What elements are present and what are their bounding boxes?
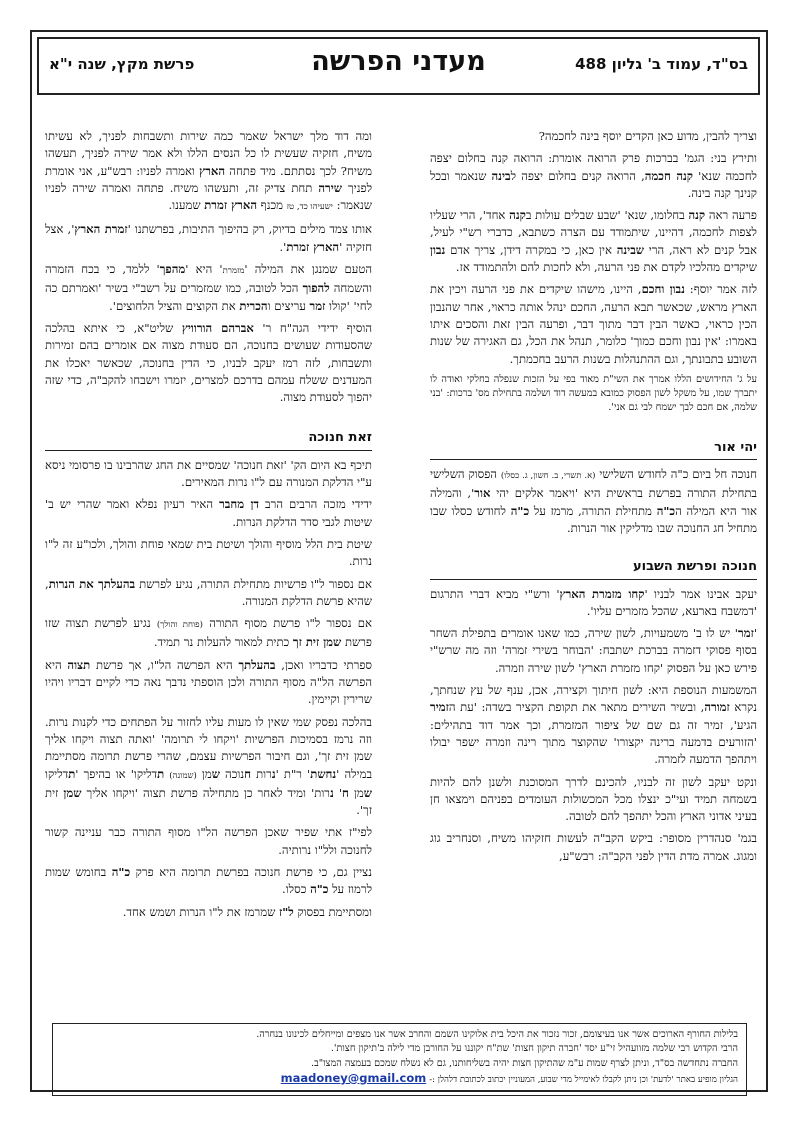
paragraph: נציין גם, כי פרשת חנוכה בפרשת תרומה היא פרק כ"ה בחומש שמות לרמוז על כ"ה כסלו. <box>45 864 372 897</box>
paragraph: הוסיף ידידי הגה"ח ר' אברהם הורוויץ שליט"א, כי איתא בהלכה שהסעודות שעושים בחנוכה, הם סעודת מצוה אם אומרים בהם זמירות ותשבחות, לזה רמז יעקב לבניו, כי הדין בחנוכה, שכאשר יאכלו את המעדנים ששלח עמהם בדרכם למצרים, יזמרו וישבחו להקב"ה, כדי שזה יהפוך לסעודת מצוה. <box>45 320 373 405</box>
paragraph: לפי"ז אתי שפיר שאכן הפרשה הל"ו מסוף התורה כבר עניינה קשור לחנוכה ולל"ו נרותיה. <box>45 825 372 857</box>
paragraph: המשמעות הנוספת היא: לשון חיתוך וקצירה, אכן, ענף של עץ שנחתך, נקרא זמורה, ובשיר השירים מתאר את תקופת הקציר בשדה: 'עת הזמיר הגיע', זמיר זה גם שם של ציפור המזמרת, וכך אמר דוד בתהילים: 'הזורעים בדמעה ברינה יקצורו' שהקוצר מתוך רינה וזמרה ישפר יבולו ויתהפך הדמעה לזמרה. <box>430 683 757 767</box>
paragraph: ומסתיימת בפסוק ל"ז שמרמז את ל"ו הנרות ושמש אחד. <box>122 904 372 919</box>
paragraph: הטעם שמנגן את המילה 'מזמרת' היא 'מהפך' ללמד, כי בכח הזמרה והשמחה להפוך הכל לטובה, כמו שמזמרים על רשב"י בשיר 'ואמרתם כה לחי' 'קולו זמר עריצים והכרית את הקוצים והציל הלחוצים'. <box>45 262 372 313</box>
paragraph: 'זמר' יש לו ב' משמעויות, לשון שירה, כמו שאנו אומרים בתפילת השחר בסוף פסוקי דזמרה בברכת ישתבח: 'הבוחר בשירי זמרה' וזה מה שרש"י פירש כאן על הפסוק 'קחו מזמרת הארץ' לשון שירה וזמרה. <box>430 626 757 675</box>
footer-box <box>52 1023 747 1096</box>
paragraph: בהלכה נפסק שמי שאין לו מעות עליו לחזור על הפתחים כדי לקנות נרות. וזה נרמז בסמיכות הפרשיות 'ויקחו לי תרומה' 'ואתה תצוה ויקחו אליך שמן זית זך', וגם חיבור הפרשיות עצמם, שהרי פרשת תרומה מסתיימת במילה 'נחשת' ר"ת 'נרות חנוכה שמן (שמונה) תדליקו' או בהיפך 'תדליקו שמן ח' נרות' ומיד לאחר כן מתחילה פרשת תצוה 'ויקחו אליך שמן זית זך'. <box>45 714 373 818</box>
left-column <box>45 128 372 926</box>
parsha-info: פרשת מקץ, שנה י"א <box>49 55 195 73</box>
paragraph: לזה אמר יוסף: נבון וחכם, היינו, מישהו שיקדים את פני הרעה ויכין את הארץ מראש, שכאשר תבא הרעה, החכם ינהל אותה כראוי, אחר שהנבון הכין כראוי, כאשר הבין דבר מתוך דבר, ופרעה הבין זאת והסכים איתו באמרו: 'אין נבון וחכם כמוך' כלומר, תנהל את הכל, גם האגירה של שנות השובע בתבונתך, וגם ההתנהלות בשנות הרעב בחכמתך. <box>430 282 758 366</box>
paragraph: אם נספור ל"ו פרשיות מתחילת התורה, נגיע לפרשת בהעלתך את הנרות, שהיא פרשת הדלקת המנורה. <box>45 576 372 608</box>
footer-contact-text: הגליון מופיע באתר 'לדעת' וכן ניתן לקבלו לאימייל מדי שבוע, המעוניין יכתוב לכתובת דלהלן :- <box>429 1074 738 1085</box>
paragraph: אותו צמד מילים בדיוק, רק בהיפוך התיבות, בפרשתנו 'זמרת הארץ', אצל חזקיה 'הארץ זמרת'. <box>45 222 372 254</box>
paragraph: פרעה ראה קנה בחלומו, שנא' 'שבע שבלים עולות בקנה אחד', הרי שעליו לצפות לחכמה, דהיינו, שיתמודד עם הצרה כשתבא, כדברי רש"י לעיל, אבל קנים לא ראה, הרי שבינה אין כאן, כי במקרה דידן, צריך אדם נבון שיקדים מהלכיו לקדם את פני הרעה, ולא לחכות להם ולהתמודד אז. <box>430 208 757 275</box>
paragraph: ספרתי כדבריו ואכן, בהעלתך היא הפרשה הל"ו, אך פרשת תצוה היא הפרשה הל"ה מסוף התורה ולכן הוספתי נדבך נאה כדי לקיים דבריו ויהיו שרירין וקיימין. <box>45 657 372 707</box>
section-heading-chanuka-parsha: חנוכה ופרשת השבוע <box>430 558 757 579</box>
footer-line: בלילות החורף הארוכים אשר אנו בעיצומם, זכור נזכור את היכל בית אלוקינו השמם והחרב אשר אנו מצפים ומייחלים לכינונו בנחרה. <box>256 1029 738 1040</box>
section-heading-yehi-or: יהי אור <box>430 439 757 460</box>
page-header <box>37 37 760 95</box>
issue-info: בס"ד, עמוד ב' גליון 488 <box>575 55 748 73</box>
paragraph: ונקט יעקב לשון זה לבניו, להכינם לדרך המסוכנת ולשנן להם להיות בשמחה תמיד ועי"כ ינצלו מכל המכשולות העומדים בפניהם וימצאו חן בעיני אדוני הארץ והכל יתהפך להם לטובה. <box>430 774 757 824</box>
paragraph: יעקב אבינו אמר לבניו 'קחו מזמרת הארץ' ורש"י מביא דברי התרגום 'דמשבח בארעא, שהכל מזמרים עליו'. <box>430 586 757 618</box>
paragraph: ידידי מזכה הרבים הרב דן מחבר האיר רעיון נפלא ואמר שהרי יש ב' שיטות לגבי סדר הדלקת הנרות. <box>45 497 372 529</box>
publication-title: מעדני הפרשה <box>311 46 486 77</box>
paragraph: חנוכה חל ביום כ"ה לחודש השלישי (א. תשרי, ב. חשון, ג. כסלו) הפסוק השלישי בתחילת התורה בפרשת בראשית היא 'ויאמר אלקים יהי אור', והמילה אור היא המילה הכ"ה מתחילת התורה, מרמז על כ"ה לחודש כסלו שבו מתחיל חג החנוכה שבו מדליקין אור הנרות. <box>430 467 758 535</box>
paragraph: בגמ' סנהדרין מסופר: ביקש הקב"ה לעשות חזקיהו משיח, וסנחריב גוג ומגוג. אמרה מדת הדין לפני הקב"ה: רבש"ע, <box>430 831 757 863</box>
section-heading-zot-chanuka: זאת חנוכה <box>45 429 372 450</box>
footer-line: הרבי הקדוש רבי שלמה מזוועהיל זי"ע יסד 'חברה תיקון חצות' שת"ח יקוננו על החורבן מדי לילה ב'תיקון חצות'. <box>330 1043 738 1055</box>
paragraph: אם נספור ל"ו פרשת מסוף התורה (פוחת והולך) נגיע לפרשת תצוה שזו פרשת שמן זית זך כתית למאור להעלות נר תמיד. <box>45 616 372 650</box>
footer-line: החברה נתחדשה בס"ד, וניתן לצרף שמות ע"מ שהתיקון חצות יהיה בשליחותנו, גם לא נשלח שמכם בעמצה המצו"ב. <box>311 1057 738 1069</box>
paragraph: שיטת בית הלל מוסיף והולך ושיטת בית שמאי פוחת והולך, ולכו"ע זה ל"ו נרות. <box>45 536 372 569</box>
paragraph: ותירץ בני: הגמ' בברכות פרק הרואה אומרת: הרואה קנה בחלום יצפה לחכמה שנא' קנה חכמה, הרואה קנים בחלום יצפה לבינה שנאמר ובכל קנינך קנה בינה. <box>430 151 757 200</box>
footer-line-contact <box>61 1071 738 1087</box>
email-link[interactable]: maadoney@gmail.com <box>280 1070 427 1085</box>
paragraph: ומה דוד מלך ישראל שאמר כמה שירות ותשבחות לפניך, לא עשיתו משיח, חזקיה שעשית לו כל הנסים הללו ולא אמר שירה לפניך, תעשהו משיח? לכך נסתתם. מיד פתחה הארץ ואמרה לפניו: רבש"ע, אני אומרת לפניך שירה תחת צדיק זה, ותעשהו משיח. פתחה ואמרה שירה לפניו שנאמר: ישעיהו כד, טז מכנף הארץ זמרת שמענו. <box>45 129 372 213</box>
paragraph: תיכף בא היום הק' 'זאת חנוכה' שמסיים את החג שהרבינו בו פרסומי ניסא ע"י הדלקת המנורה עם ל"ו נרות המאירים. <box>45 457 372 490</box>
footnote: על ג' החידושים הללו אמרך את השי"ת מאוד בפי על הזכות שנפלה בחלקי ואודה לו יתברך שמו, על משקל לשון הפסוק כמובא במעשה דוד ושלמה בתחילת מס' ברכות: 'בני שלמה, אם חכם לבך ישמח לבי גם אני'. <box>430 373 757 414</box>
right-column <box>430 128 757 870</box>
paragraph: וצריך להבין, מדוע כאן הקדים יוסף בינה לחכמה? <box>538 129 757 143</box>
